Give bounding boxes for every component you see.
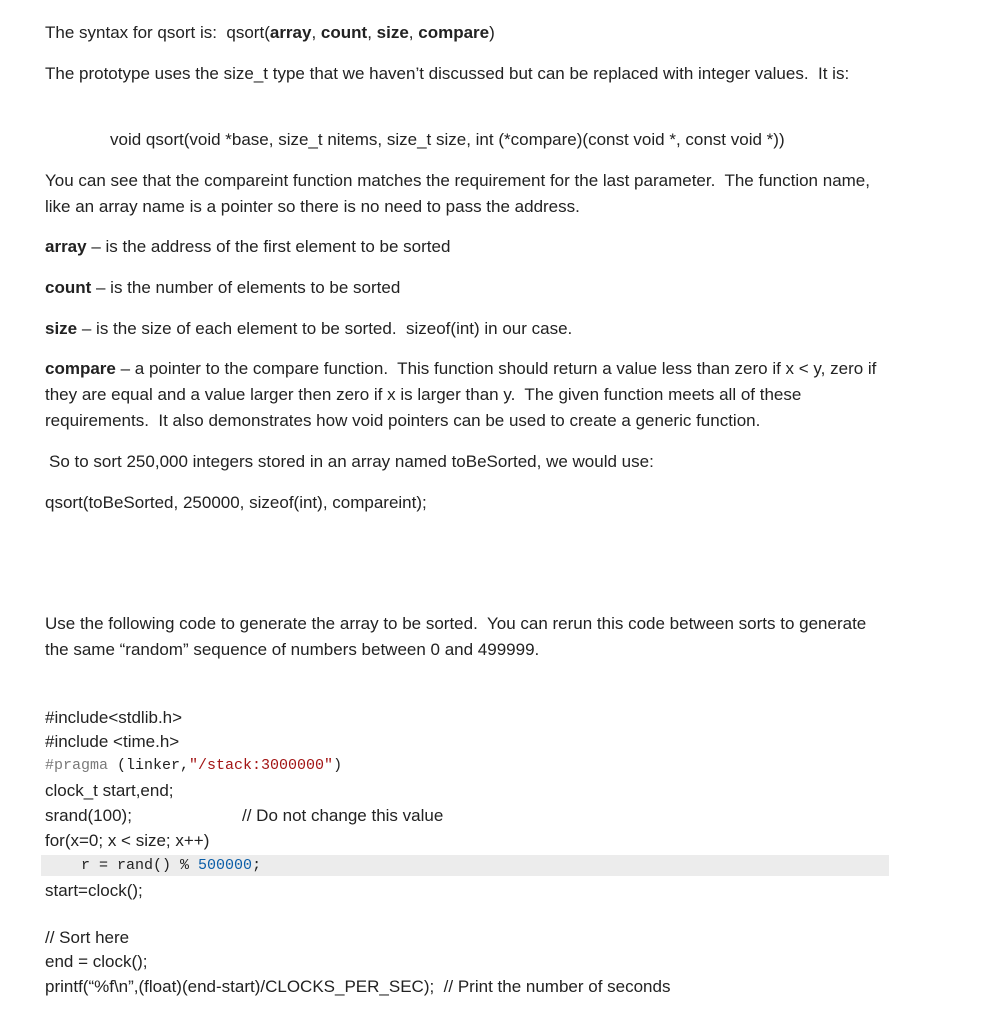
param-name: count <box>45 278 92 297</box>
code-srand: srand(100); <box>45 806 132 825</box>
param-desc: – is the address of the first element to be sorted <box>86 237 451 256</box>
syntax-param-size: size <box>376 23 409 42</box>
param-array <box>45 234 945 260</box>
pragma-string: "/stack:3000000" <box>189 757 334 774</box>
syntax-param-array: array <box>269 23 312 42</box>
param-desc: – is the number of elements to be sorted <box>91 278 401 297</box>
printf-call: printf(“%f\n”,(float)(end-start)/CLOCKS_PER_SEC); <box>45 977 435 996</box>
param-desc: – is the size of each element to be sorted. sizeof(int) in our case. <box>77 319 573 338</box>
param-desc: – a pointer to the compare function. This function should return a value less than zero if x < y, zero if they are equal and a value larger then zero if x is larger than y. The given function meets all of these requirements. It also demonstrates how void pointers can be used to create a generic function. <box>45 359 882 430</box>
code-start-clock: start=clock(); <box>45 881 143 900</box>
code-pragma <box>45 753 945 779</box>
printf-comment: // Print the number of seconds <box>443 977 671 996</box>
pragma-close: ) <box>333 757 343 774</box>
param-compare <box>45 356 895 434</box>
code-sort-comment: // Sort here <box>45 928 130 947</box>
syntax-sep: , <box>367 23 377 42</box>
param-count <box>45 275 945 301</box>
param-name: compare <box>45 359 116 378</box>
code-printf <box>45 974 945 1000</box>
syntax-line <box>45 20 945 46</box>
code-srand-comment: // Do not change this value <box>242 806 444 825</box>
syntax-suffix: ) <box>489 23 495 42</box>
code-end-clock: end = clock(); <box>45 952 148 971</box>
prototype-signature: void qsort(void *base, size_t nitems, size_t size, int (*compare)(const void *, const void *)) <box>110 130 785 149</box>
pragma-keyword: #pragma <box>45 757 109 774</box>
syntax-sep: , <box>408 23 419 42</box>
syntax-sep: , <box>311 23 321 42</box>
code-rand-line <box>45 853 945 879</box>
compare-note: You can see that the compareint function matches the requirement for the last parameter. The function name, like an array name is a pointer so there is no need to pass the address. <box>45 171 875 216</box>
code-clock-decl: clock_t start,end; <box>45 781 174 800</box>
code-for-loop: for(x=0; x < size; x++) <box>45 831 210 850</box>
syntax-param-count: count <box>320 23 368 42</box>
generate-intro: Use the following code to generate the array to be sorted. You can rerun this code between sorts to generate the same “random” sequence of numbers between 0 and 499999. <box>45 614 871 659</box>
param-size <box>45 316 945 342</box>
param-name: size <box>45 319 78 338</box>
sort-intro: So to sort 250,000 integers stored in an array named toBeSorted, we would use: <box>49 452 654 471</box>
code-include-time: #include <time.h> <box>45 732 180 751</box>
code-include-stdlib: #include<stdlib.h> <box>45 708 183 727</box>
param-name: array <box>45 237 87 256</box>
pragma-open: (linker, <box>108 757 190 774</box>
sort-call: qsort(toBeSorted, 250000, sizeof(int), compareint); <box>45 493 427 512</box>
rand-modulus: 500000 <box>198 857 253 874</box>
syntax-prefix: The syntax for qsort is: qsort( <box>45 23 270 42</box>
rand-semicolon: ; <box>252 857 262 874</box>
prototype-intro: The prototype uses the size_t type that we haven’t discussed but can be replaced with integer values. It is: <box>45 64 850 83</box>
rand-expr: r = rand() % <box>45 857 199 874</box>
syntax-param-compare: compare <box>418 23 490 42</box>
